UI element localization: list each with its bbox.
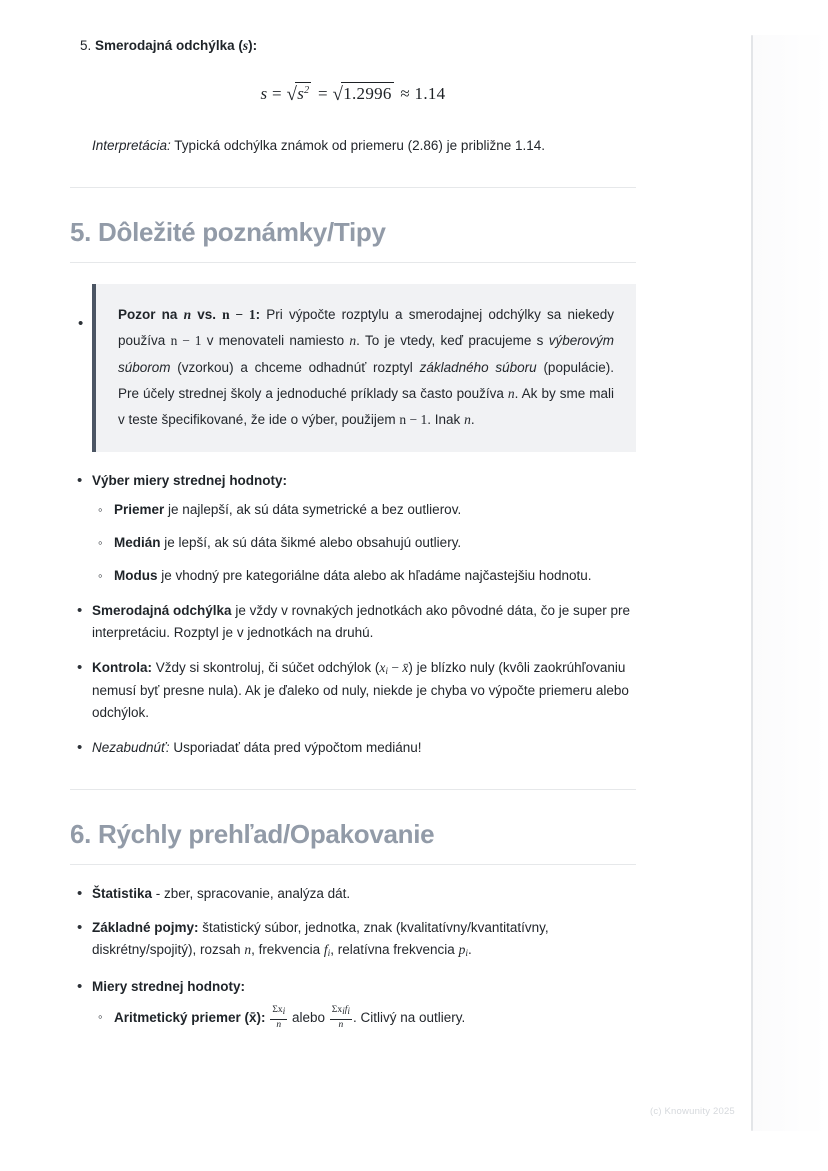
document-content [70,36,636,1044]
standard-deviation-formula [70,82,636,106]
math-x: x [379,659,386,675]
item-label: Smerodajná odchýlka ( [95,38,243,53]
section5-bullet-list [70,470,636,759]
radical-sign-icon: √ [286,84,298,106]
callout-var-n-b: n [349,333,357,349]
list-item [92,1006,636,1031]
math-f-subscript: i [327,949,331,960]
item-number: 5. [80,38,92,53]
callout-n-minus-1-b: n − 1 [170,333,202,349]
formula-equals-1: = [272,84,282,104]
interpretation-line [92,136,636,157]
bullet-lead: Základné pojmy: [92,920,199,936]
mean-fraction-simple [270,1006,287,1031]
sub-bullet-text: je najlepší, ak sú dáta symetrické a bez outlierov. [164,502,462,518]
sub-bullet-lead: Medián [114,535,161,551]
sqrt-value [332,82,395,106]
sub-bullet-text: je lepší, ak sú dáta šikmé alebo obsahujú outliery. [160,535,462,551]
formula-result: 1.14 [414,84,446,104]
callout-paragraph [118,302,614,434]
callout-text-6: . Ak by sme mali v teste špecifikované, že ide o výber, použijem [118,386,615,428]
item-label-end: ): [248,38,258,53]
sub-bullet-text: je vhodný pre kategoriálne dáta alebo ak hľadáme najčastejšiu hodnotu. [157,568,592,584]
section-heading-rule-6 [70,864,636,865]
list-item [70,917,636,962]
callout-emphasis-2: základného súboru [419,359,537,375]
section-heading-rule-5 [70,262,636,263]
bullet-text-b: ) je blízko nuly (kvôli zaokrúhľovaniu nemusí byť presne nula). Ak je ďaleko od nuly, niekde je chyba vo výpočte priemeru alebo odchýlok. [92,659,629,721]
math-x-subscript: i [385,666,388,677]
bullet-lead: Kontrola: [92,659,152,675]
frac2-numerator: Σx [331,1004,343,1015]
section-divider-1 [70,187,636,188]
callout-n-minus-1-c: n − 1 [399,412,428,428]
numbered-item-5 [70,36,636,56]
callout-bold-vs: vs. [191,307,223,323]
right-margin-panel [753,35,828,1131]
list-item [92,532,636,554]
fraction-separator: alebo [288,1009,329,1025]
bullet-text-d: . [467,942,472,958]
section-heading-6: 6. Rýchly prehľad/Opakovanie [70,818,435,849]
sqrt-variance [286,82,313,106]
callout-var-n-d: n [464,412,471,428]
bullet-lead: Miery strednej hodnoty: [92,978,246,994]
callout-text-2: v menovateli namiesto [201,333,350,349]
bullet-lead: Výber miery strednej hodnoty: [92,472,288,488]
copyright-watermark: (c) Knowunity 2025 [650,1106,735,1117]
section5-sub-list [92,499,636,587]
bullet-text: je vždy v rovnakých jednotkách ako pôvodné dáta, čo je super pre interpretáciu. Rozptyl je v jednotkách na druhú. [92,603,631,640]
bullet-lead: Štatistika [92,885,153,901]
math-x-bar: x̄ [402,659,409,675]
bullet-text-a: Vždy si skontroluj, či súčet odchýlok ( [152,659,380,675]
formula-approx-sign: ≈ [400,84,410,104]
bullet-text-a: štatistický súbor, jednotka, znak (kvalitatívny/kvantitatívny, diskrétny/spojitý), rozsah [92,920,549,958]
formula-radicand-2: 1.2996 [343,84,392,104]
list-item [92,499,636,521]
callout-text-1: Pri výpočte rozptylu a smerodajnej odchýlky sa niekedy používa [118,307,614,349]
math-n: n [244,942,252,958]
callout-n-minus-1: n − 1 [222,307,256,323]
math-f: f [323,942,328,958]
callout-colon: : [255,307,261,323]
callout-var-n: n [183,307,192,323]
scrollbar-track[interactable] [751,35,753,1131]
bullet-text: Usporiadať dáta pred výpočtom mediánu! [169,739,422,755]
frac2-numerator-subscript-x: i [342,1006,345,1017]
list-item [92,565,636,587]
list-item [70,657,636,724]
frac2-denominator: n [338,1019,344,1030]
bullet-text-c: , relatívna frekvencia [330,942,459,958]
bullet-lead: Smerodajná odchýlka [92,603,232,619]
callout-row [70,284,636,452]
callout-text-4: (vzorkou) a chceme odhadnúť rozptyl [170,359,420,375]
formula-radicand-1-exponent: 2 [304,85,310,97]
list-item [70,737,636,759]
frac1-numerator: Σx [272,1004,283,1015]
list-item [70,600,636,644]
interpretation-label: Interpretácia: [92,138,171,154]
section-heading-5: 5. Dôležité poznámky/Tipy [70,217,386,248]
frac1-denominator: n [276,1019,282,1030]
frac2-numerator-subscript-f: i [347,1006,350,1017]
bullet-text: - zber, spracovanie, analýza dát. [152,885,351,901]
interpretation-text: Typická odchýlka známok od priemeru (2.86) je približne 1.14. [170,138,545,154]
math-p: p [458,942,466,958]
formula-equals-2: = [318,84,328,104]
mean-fraction-weighted [330,1006,352,1031]
math-p-subscript: i [465,949,468,960]
math-minus: − [387,659,403,675]
section6-sub-list [92,1006,636,1031]
sub-bullet-text: . Citlivý na outliery. [353,1009,466,1025]
list-item [70,883,636,905]
sub-bullet-lead: Modus [114,568,158,584]
callout-var-n-c: n [507,386,515,401]
sub-bullet-lead: Aritmetický priemer (x̄): [114,1009,266,1025]
callout-text-5: (populácie). Pre účely strednej školy a jednoduché príklady sa často používa [118,359,614,401]
callout-emphasis-1: výberovým súborom [118,333,614,375]
bullet-lead-italic: Nezabudnúť: [92,739,170,755]
item-symbol: s [242,38,249,53]
bullet-text-b: , frekvencia [251,942,324,958]
callout-text-8: . [470,412,475,428]
frac2-numerator-f: f [344,1004,348,1015]
callout-bullet-marker: • [78,315,84,333]
list-item [70,470,636,587]
callout-bold-lead: Pozor na [118,307,184,323]
formula-radicand-1: s [297,84,305,104]
note-callout [92,284,636,452]
section-divider-2 [70,789,636,790]
callout-text-7: . Inak [427,412,465,428]
callout-text-3: . To je vtedy, keď pracujeme s [356,333,549,349]
sub-bullet-lead: Priemer [114,502,165,518]
formula-lhs: s [260,84,268,104]
section6-bullet-list [70,883,636,1031]
radical-sign-icon-2: √ [332,84,344,106]
list-item [70,976,636,1031]
frac1-numerator-subscript: i [282,1006,286,1017]
